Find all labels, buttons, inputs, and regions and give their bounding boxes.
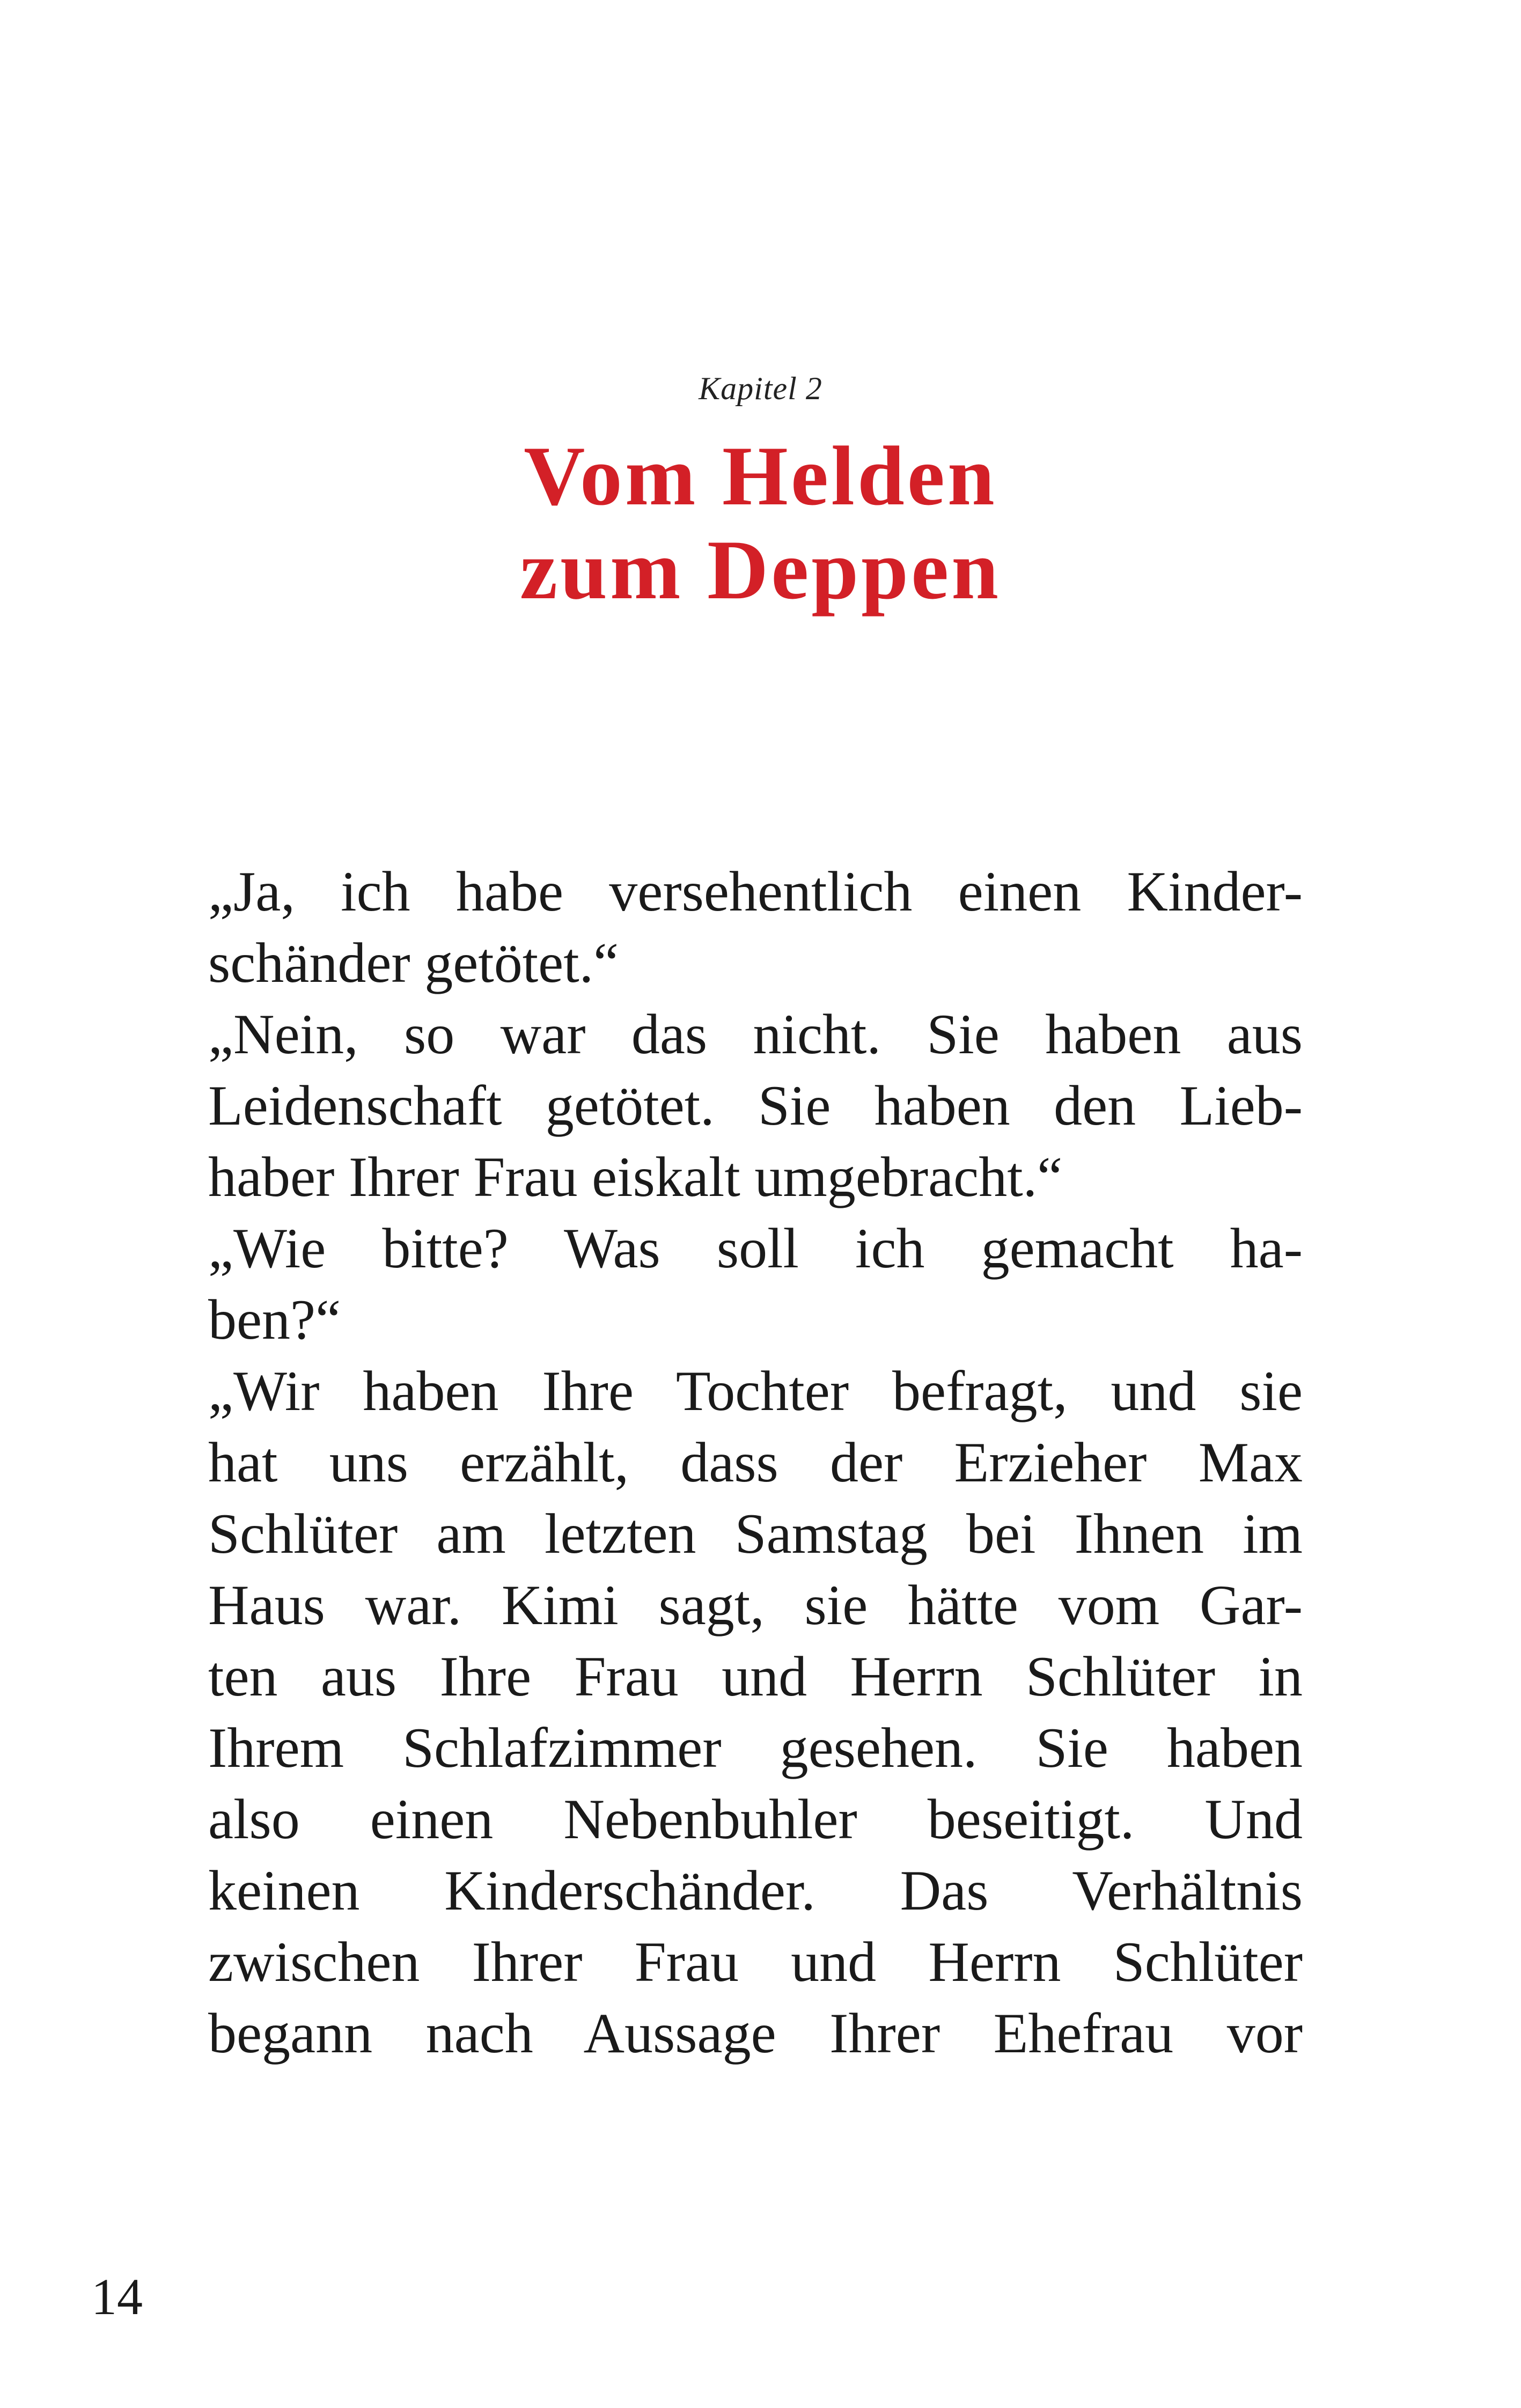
text-line: zwischen Ihrer Frau und Herrn Schlüter — [208, 1930, 1303, 1993]
text-line: Leidenschaft getötet. Sie haben den Lieb- — [208, 1074, 1303, 1137]
text-line: ben?“ — [208, 1288, 341, 1351]
chapter-title-line-1: Vom Helden — [524, 429, 997, 523]
text-line: „Wie bitte? Was soll ich gemacht ha- — [208, 1217, 1303, 1280]
chapter-title-line-2: zum Deppen — [519, 523, 1002, 617]
text-line: Haus war. Kimi sagt, sie hätte vom Gar- — [208, 1574, 1303, 1636]
text-line: begann nach Aussage Ihrer Ehefrau vor — [208, 2002, 1303, 2065]
page-number: 14 — [91, 2268, 143, 2325]
chapter-title — [0, 429, 1521, 617]
text-line: also einen Nebenbuhler beseitigt. Und — [208, 1788, 1303, 1851]
chapter-label: Kapitel 2 — [699, 371, 822, 406]
text-line: Ihrem Schlafzimmer gesehen. Sie haben — [208, 1716, 1303, 1779]
text-line: keinen Kinderschänder. Das Verhältnis — [208, 1859, 1303, 1922]
text-line: ten aus Ihre Frau und Herrn Schlüter in — [208, 1645, 1303, 1708]
text-line: schänder getötet.“ — [208, 931, 619, 994]
text-line: haber Ihrer Frau eiskalt umgebracht.“ — [208, 1146, 1063, 1208]
text-line: Schlüter am letzten Samstag bei Ihnen im — [208, 1502, 1303, 1565]
body-text — [208, 856, 1303, 2069]
text-line: „Wir haben Ihre Tochter befragt, und sie — [208, 1360, 1303, 1422]
text-line: „Ja, ich habe versehentlich einen Kinder- — [208, 860, 1303, 923]
text-line: hat uns erzählt, dass der Erzieher Max — [208, 1431, 1303, 1494]
text-line: „Nein, so war das nicht. Sie haben aus — [208, 1003, 1303, 1066]
